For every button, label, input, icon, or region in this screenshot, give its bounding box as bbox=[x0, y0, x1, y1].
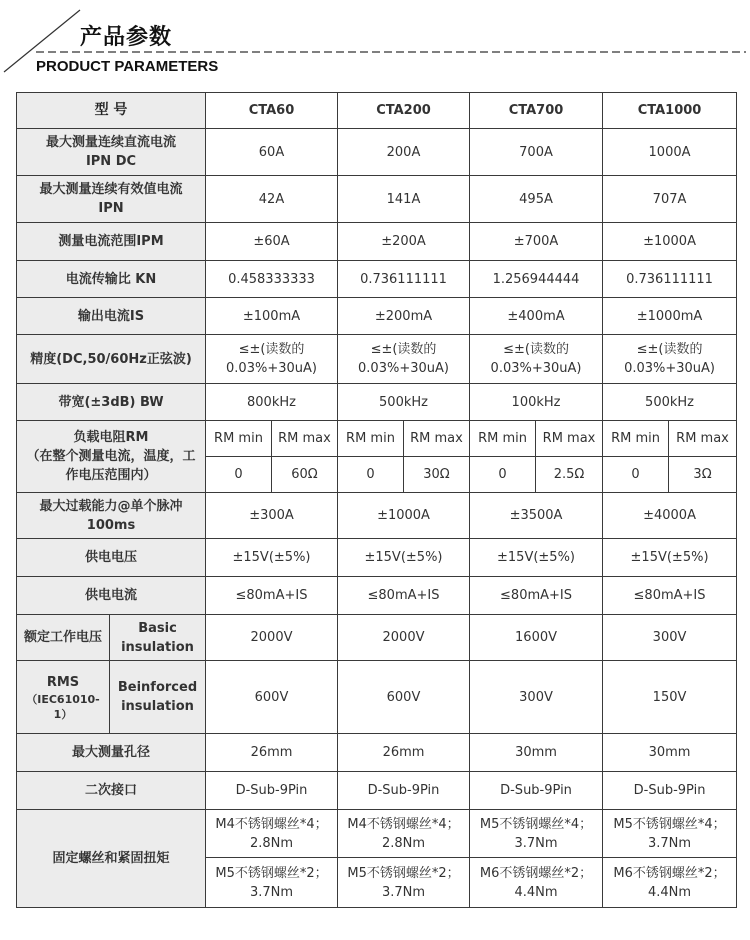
value-line: ≤±(读数的 bbox=[238, 342, 305, 357]
value-line: M6不锈钢螺丝*2； bbox=[479, 865, 593, 881]
value-line: M5不锈钢螺丝*4； bbox=[479, 816, 593, 832]
label-line: RMS bbox=[46, 674, 80, 690]
cell-value: 42A bbox=[206, 176, 338, 223]
value-line: ≤±(读数的 bbox=[503, 342, 569, 357]
cell-value: D-Sub-9Pin bbox=[206, 772, 338, 810]
cell-value bbox=[470, 335, 603, 384]
section-header bbox=[0, 0, 750, 90]
model-cta700: CTA700 bbox=[470, 93, 603, 129]
value-line: M4不锈钢螺丝*4； bbox=[215, 816, 328, 832]
model-cta60: CTA60 bbox=[206, 93, 338, 129]
row-label bbox=[17, 176, 206, 223]
cell-value bbox=[603, 335, 737, 384]
table-row-accuracy bbox=[17, 335, 737, 384]
label-line: insulation bbox=[121, 639, 194, 655]
value-line: M6不锈钢螺丝*2； bbox=[613, 865, 726, 881]
table-row-reinforced-insulation bbox=[17, 661, 737, 734]
label-line: insulation bbox=[121, 699, 194, 714]
value-line: 0.03%+30uA) bbox=[624, 361, 715, 376]
cell-value: 100kHz bbox=[470, 384, 603, 421]
rm-max-value: 2.5Ω bbox=[536, 457, 603, 493]
cell-value: 600V bbox=[206, 661, 338, 734]
cell-value bbox=[206, 810, 338, 858]
rm-max-value: 30Ω bbox=[404, 457, 470, 493]
cell-value: 700A bbox=[470, 129, 603, 176]
row-label bbox=[17, 493, 206, 539]
reinforced-insulation-label bbox=[110, 661, 206, 734]
table-row-interface bbox=[17, 772, 737, 810]
cell-value: 500kHz bbox=[603, 384, 737, 421]
row-label: 供电电流 bbox=[17, 577, 206, 615]
table-row-supply-voltage bbox=[17, 539, 737, 577]
row-label: 精度(DC,50/60Hz正弦波) bbox=[17, 335, 206, 384]
cell-value: ±1000mA bbox=[603, 298, 737, 335]
cell-value: D-Sub-9Pin bbox=[603, 772, 737, 810]
cell-value: 200A bbox=[338, 129, 470, 176]
cell-value bbox=[338, 335, 470, 384]
cell-value bbox=[470, 810, 603, 858]
model-label: 型 号 bbox=[17, 93, 206, 129]
cell-value: 150V bbox=[603, 661, 737, 734]
rm-min-value: 0 bbox=[206, 457, 272, 493]
value-line: 3.7Nm bbox=[249, 884, 294, 900]
table-row-ipm bbox=[17, 223, 737, 261]
label-line: （IEC61010- bbox=[26, 692, 100, 706]
label-line: IPN bbox=[98, 201, 124, 216]
cell-value bbox=[603, 858, 737, 908]
label-line: 最大测量连续直流电流 bbox=[45, 135, 176, 150]
table-row-is bbox=[17, 298, 737, 335]
row-label bbox=[17, 421, 206, 493]
table-row-bw bbox=[17, 384, 737, 421]
rms-label bbox=[17, 661, 110, 734]
value-line: ≤±(读数的 bbox=[370, 342, 437, 357]
table-row-rm-header bbox=[17, 421, 737, 457]
cell-value: 1.256944444 bbox=[470, 261, 603, 298]
row-label: 输出电流IS bbox=[17, 298, 206, 335]
cell-value: D-Sub-9Pin bbox=[338, 772, 470, 810]
cell-value: ±400mA bbox=[470, 298, 603, 335]
cell-value: 26mm bbox=[206, 734, 338, 772]
value-line: 3.7Nm bbox=[381, 884, 426, 900]
cell-value: 1000A bbox=[603, 129, 737, 176]
cell-value: ±15V(±5%) bbox=[206, 539, 338, 577]
cell-value: ±300A bbox=[206, 493, 338, 539]
cell-value: 707A bbox=[603, 176, 737, 223]
rm-max-header: RM max bbox=[272, 421, 338, 457]
cell-value: ±3500A bbox=[470, 493, 603, 539]
cell-value bbox=[206, 858, 338, 908]
cell-value: 495A bbox=[470, 176, 603, 223]
label-line: 1） bbox=[53, 707, 73, 721]
row-label: 测量电流范围IPM bbox=[17, 223, 206, 261]
value-line: 4.4Nm bbox=[514, 884, 558, 900]
title-english: PRODUCT PARAMETERS bbox=[36, 58, 219, 75]
table-row-kn bbox=[17, 261, 737, 298]
cell-value: D-Sub-9Pin bbox=[470, 772, 603, 810]
rm-min-header: RM min bbox=[470, 421, 536, 457]
cell-value: 0.458333333 bbox=[206, 261, 338, 298]
cell-value: ±4000A bbox=[603, 493, 737, 539]
row-label: 最大测量孔径 bbox=[17, 734, 206, 772]
cell-value bbox=[338, 810, 470, 858]
cell-value: ±15V(±5%) bbox=[470, 539, 603, 577]
table-row-overload bbox=[17, 493, 737, 539]
cell-value: 300V bbox=[603, 615, 737, 661]
cell-value: 300V bbox=[470, 661, 603, 734]
rm-min-header: RM min bbox=[206, 421, 272, 457]
cell-value: 500kHz bbox=[338, 384, 470, 421]
cell-value: ±200mA bbox=[338, 298, 470, 335]
label-line: Beinforced bbox=[117, 680, 198, 695]
rm-max-header: RM max bbox=[669, 421, 737, 457]
table-row-screws-a bbox=[17, 810, 737, 858]
cell-value: ±15V(±5%) bbox=[338, 539, 470, 577]
row-label: 带宽(±3dB) BW bbox=[17, 384, 206, 421]
cell-value: ±15V(±5%) bbox=[603, 539, 737, 577]
cell-value: ±1000A bbox=[603, 223, 737, 261]
row-label: 供电电压 bbox=[17, 539, 206, 577]
row-label: 电流传输比 KN bbox=[17, 261, 206, 298]
basic-insulation-label bbox=[110, 615, 206, 661]
cell-value bbox=[338, 858, 470, 908]
value-line: 0.03%+30uA) bbox=[226, 361, 317, 376]
rm-min-value: 0 bbox=[338, 457, 404, 493]
value-line: M5不锈钢螺丝*2； bbox=[347, 865, 460, 881]
label-line: IPN DC bbox=[85, 154, 137, 169]
cell-value: 2000V bbox=[338, 615, 470, 661]
rm-max-header: RM max bbox=[404, 421, 470, 457]
cell-value bbox=[603, 810, 737, 858]
value-line: 2.8Nm bbox=[381, 835, 426, 851]
cell-value: 2000V bbox=[206, 615, 338, 661]
cell-value: 800kHz bbox=[206, 384, 338, 421]
table-row-aperture bbox=[17, 734, 737, 772]
value-line: M4不锈钢螺丝*4； bbox=[347, 816, 460, 832]
cell-value: ≤80mA+IS bbox=[338, 577, 470, 615]
row-label bbox=[17, 129, 206, 176]
row-label: 固定螺丝和紧固扭矩 bbox=[17, 810, 206, 908]
cell-value: ≤80mA+IS bbox=[206, 577, 338, 615]
cell-value: 1600V bbox=[470, 615, 603, 661]
label-line: 最大过载能力@单个脉冲 bbox=[39, 498, 183, 514]
value-line: 4.4Nm bbox=[648, 884, 692, 900]
cell-value: ≤80mA+IS bbox=[603, 577, 737, 615]
value-line: M5不锈钢螺丝*2； bbox=[215, 865, 328, 881]
row-label: 二次接口 bbox=[17, 772, 206, 810]
cell-value: ±60A bbox=[206, 223, 338, 261]
cell-value: ±200A bbox=[338, 223, 470, 261]
cell-value: 30mm bbox=[603, 734, 737, 772]
cell-value: 30mm bbox=[470, 734, 603, 772]
value-line: 0.03%+30uA) bbox=[490, 361, 582, 376]
rm-min-header: RM min bbox=[603, 421, 669, 457]
cell-value: 60A bbox=[206, 129, 338, 176]
title-chinese: 产品参数 bbox=[80, 25, 173, 50]
rm-min-value: 0 bbox=[603, 457, 669, 493]
cell-value: 141A bbox=[338, 176, 470, 223]
model-cta1000: CTA1000 bbox=[603, 93, 737, 129]
cell-value: 600V bbox=[338, 661, 470, 734]
cell-value: ±100mA bbox=[206, 298, 338, 335]
table-row-basic-insulation bbox=[17, 615, 737, 661]
rm-min-header: RM min bbox=[338, 421, 404, 457]
label-line: （在整个测量电流，温度，工 bbox=[26, 449, 196, 464]
rm-min-value: 0 bbox=[470, 457, 536, 493]
model-cta200: CTA200 bbox=[338, 93, 470, 129]
cell-value: 0.736111111 bbox=[338, 261, 470, 298]
cell-value bbox=[206, 335, 338, 384]
cell-value: ±1000A bbox=[338, 493, 470, 539]
value-line: 2.8Nm bbox=[249, 835, 294, 851]
cell-value bbox=[470, 858, 603, 908]
value-line: ≤±(读数的 bbox=[636, 342, 703, 357]
table-row-ipn bbox=[17, 176, 737, 223]
cell-value: 26mm bbox=[338, 734, 470, 772]
rm-max-value: 60Ω bbox=[272, 457, 338, 493]
rm-max-header: RM max bbox=[536, 421, 603, 457]
table-row-supply-current bbox=[17, 577, 737, 615]
label-line: 最大测量连续有效值电流 bbox=[39, 182, 183, 197]
table-row-model bbox=[17, 93, 737, 129]
cell-value: 0.736111111 bbox=[603, 261, 737, 298]
cell-value: ±700A bbox=[470, 223, 603, 261]
label-line: 作电压范围内） bbox=[65, 468, 157, 483]
label-line: 负载电阻RM bbox=[73, 430, 149, 445]
cell-value: ≤80mA+IS bbox=[470, 577, 603, 615]
rated-voltage-label: 额定工作电压 bbox=[17, 615, 110, 661]
table-row-ipn-dc bbox=[17, 129, 737, 176]
value-line: 3.7Nm bbox=[648, 835, 692, 851]
label-line: Basic bbox=[138, 620, 177, 636]
value-line: M5不锈钢螺丝*4； bbox=[613, 816, 726, 832]
label-line: 100ms bbox=[86, 517, 136, 533]
parameters-table bbox=[16, 92, 737, 908]
value-line: 0.03%+30uA) bbox=[358, 361, 449, 376]
rm-max-value: 3Ω bbox=[669, 457, 737, 493]
value-line: 3.7Nm bbox=[514, 835, 558, 851]
